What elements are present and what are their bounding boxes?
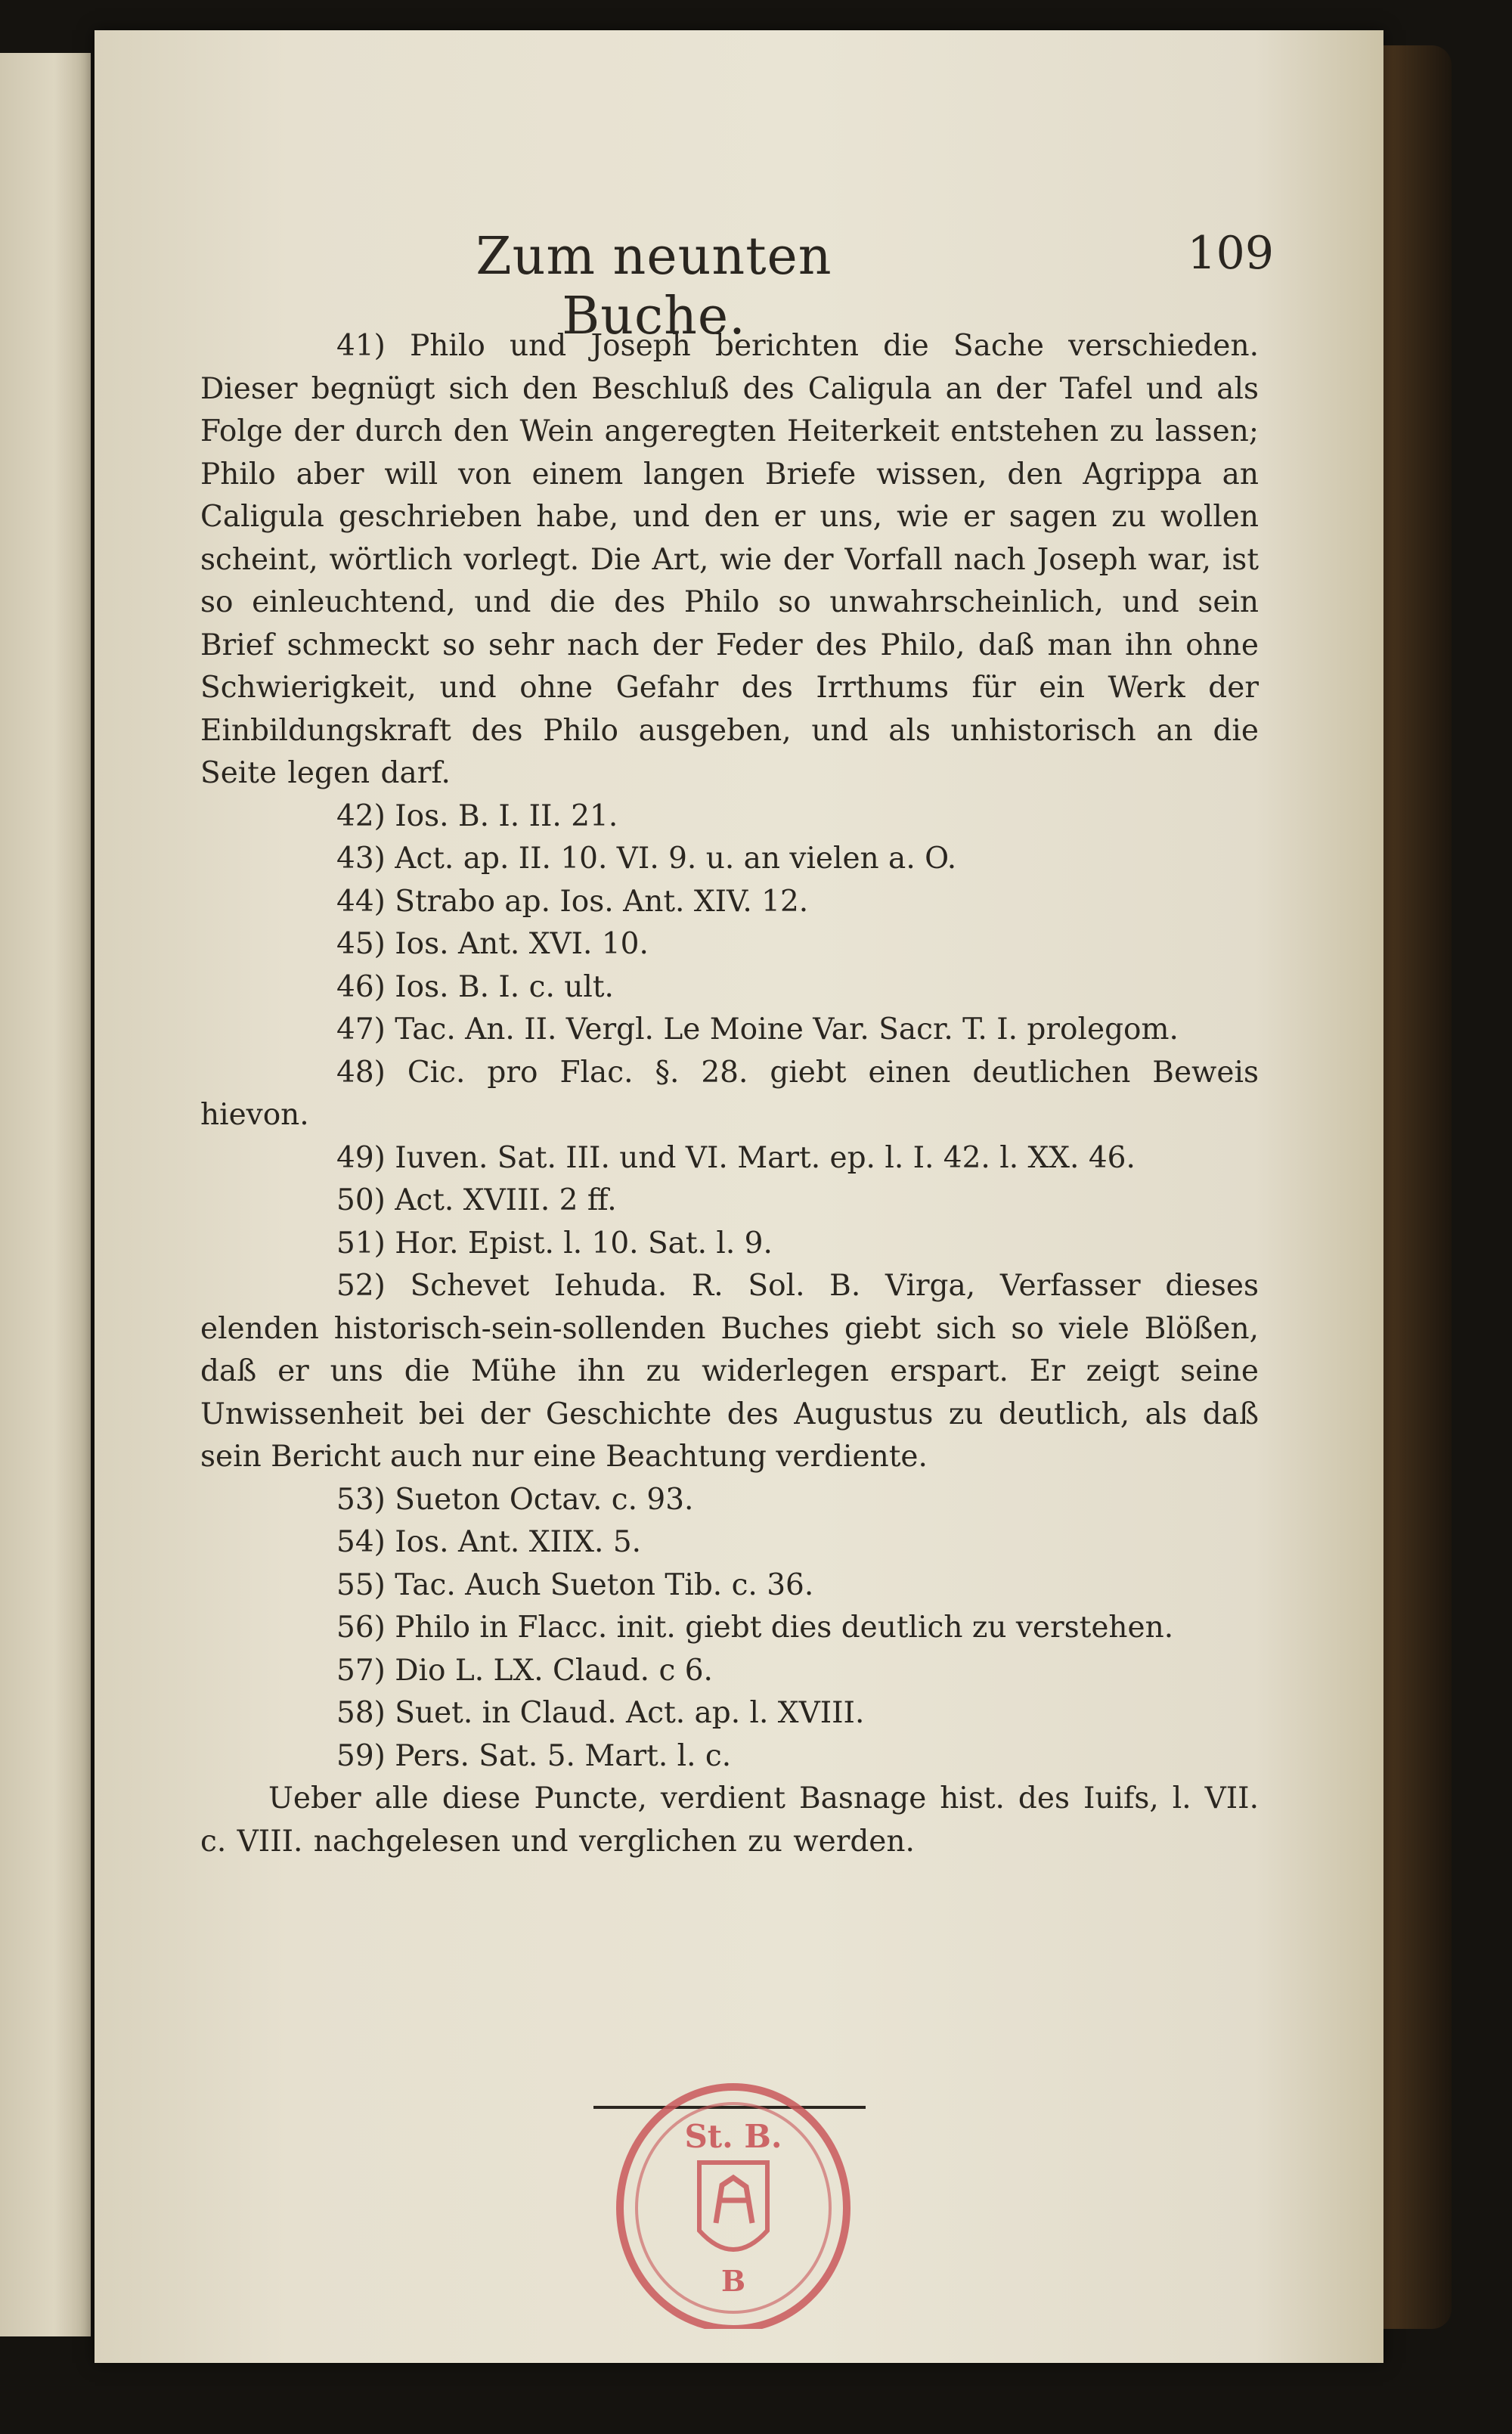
- footnote-item: [200, 1692, 1259, 1735]
- note-number: 44): [336, 884, 386, 919]
- note-text: Cic. pro Flac. §. 28. giebt einen deutlichen Beweis hievon.: [200, 1055, 1259, 1132]
- note-number: 45): [336, 927, 386, 961]
- note-text: Schevet Iehuda. R. Sol. B. Virga, Verfasser dieses elenden historisch-sein-sollenden Buches giebt sich so viele Blößen, daß er uns die Mühe ihn zu widerlegen erspart. Er zeigt seine Unwissenheit bei der Geschichte des Augustus zu deutlich, als daß sein Bericht auch nur eine Beachtung verdiente.: [200, 1269, 1259, 1474]
- footnotes-body: [200, 325, 1259, 1863]
- closing-paragraph: Ueber alle diese Puncte, verdient Basnage hist. des Iuifs, l. VII. c. VIII. nachgelesen und verglichen zu werden.: [200, 1781, 1259, 1859]
- note-text: Dio L. LX. Claud. c 6.: [395, 1653, 713, 1688]
- footnote-item: [200, 838, 1259, 881]
- note-number: 41): [336, 329, 386, 363]
- stamp-bottom-text: B: [720, 2264, 746, 2298]
- note-number: 59): [336, 1738, 386, 1773]
- note-number: 49): [336, 1140, 386, 1175]
- footnote-item: [200, 1607, 1259, 1650]
- footnote-item: [200, 1265, 1259, 1479]
- note-number: 50): [336, 1183, 386, 1217]
- footnote-item: [200, 1223, 1259, 1266]
- note-number: 57): [336, 1653, 386, 1688]
- note-text: Iuven. Sat. III. und VI. Mart. ep. l. I. 42. l. XX. 46.: [395, 1140, 1136, 1175]
- footnote-item: [200, 1137, 1259, 1180]
- note-text: Suet. in Claud. Act. ap. l. XVIII.: [395, 1696, 865, 1730]
- footnote-item: [200, 881, 1259, 924]
- note-number: 52): [336, 1269, 386, 1303]
- footnote-item: [200, 1052, 1259, 1137]
- notes-list: [200, 795, 1259, 1778]
- left-page-edge: [0, 53, 91, 2336]
- note-number: 58): [336, 1696, 386, 1730]
- library-stamp: [578, 2064, 888, 2329]
- note-number: 48): [336, 1055, 386, 1090]
- footnote-item: [200, 923, 1259, 966]
- note-41: [200, 325, 1259, 795]
- note-number: 46): [336, 969, 386, 1004]
- note-number: 42): [336, 798, 386, 833]
- note-text: Act. XVIII. 2 ff.: [395, 1183, 617, 1217]
- note-text: Philo in Flacc. init. giebt dies deutlich zu verstehen.: [395, 1611, 1174, 1645]
- note-text: Sueton Octav. c. 93.: [395, 1482, 694, 1517]
- footnote-item: [200, 1735, 1259, 1778]
- note-text: Ios. Ant. XIIX. 5.: [395, 1525, 642, 1559]
- note-text: Pers. Sat. 5. Mart. l. c.: [395, 1738, 732, 1773]
- note-text: Act. ap. II. 10. VI. 9. u. an vielen a. O.: [395, 842, 957, 876]
- note-text: Strabo ap. Ios. Ant. XIV. 12.: [395, 884, 809, 919]
- note-number: 43): [336, 842, 386, 876]
- footnote-item: [200, 1521, 1259, 1564]
- book-page: [94, 30, 1383, 2363]
- note-number: 47): [336, 1012, 386, 1046]
- footnote-item: [200, 966, 1259, 1009]
- note-text: Hor. Epist. l. 10. Sat. l. 9.: [395, 1226, 773, 1260]
- footnote-item: [200, 1180, 1259, 1223]
- note-number: 56): [336, 1611, 386, 1645]
- note-text: Ios. Ant. XVI. 10.: [395, 927, 649, 961]
- running-title: Zum neunten Buche.: [476, 227, 832, 346]
- footnote-item: [200, 1009, 1259, 1052]
- note-text: Philo und Joseph berichten die Sache verschieden. Dieser begnügt sich den Beschluß des Caligula an der Tafel und als Folge der durch den Wein angeregten Heiterkeit entstehen zu lassen; Philo aber will von einem langen Briefe wissen, den Agrippa an Caligula geschrieben habe, und den er uns, wie er sagen zu wollen scheint, wörtlich vorlegt. Die Art, wie der Vorfall nach Joseph war, ist so einleuchtend, und die des Philo so unwahrscheinlich, und sein Brief schmeckt so sehr nach der Feder des Philo, daß man ihn ohne Schwierigkeit, und ohne Gefahr des Irrthums für ein Werk der Einbildungskraft des Philo ausgeben, und als unhistorisch an die Seite legen darf.: [200, 329, 1259, 790]
- page-number: 109: [1187, 227, 1274, 280]
- note-text: Tac. An. II. Vergl. Le Moine Var. Sacr. T. I. prolegom.: [395, 1012, 1179, 1046]
- footnote-item: [200, 1650, 1259, 1693]
- stamp-top-text: St. B.: [684, 2118, 782, 2155]
- note-text: Ios. B. I. II. 21.: [395, 798, 618, 833]
- footnote-item: [200, 795, 1259, 839]
- note-text: Ios. B. I. c. ult.: [395, 969, 614, 1004]
- note-number: 55): [336, 1567, 386, 1602]
- note-number: 51): [336, 1226, 386, 1260]
- note-number: 53): [336, 1482, 386, 1517]
- footnote-item: [200, 1564, 1259, 1608]
- note-text: Tac. Auch Sueton Tib. c. 36.: [395, 1567, 814, 1602]
- footnote-item: [200, 1479, 1259, 1522]
- note-number: 54): [336, 1525, 386, 1559]
